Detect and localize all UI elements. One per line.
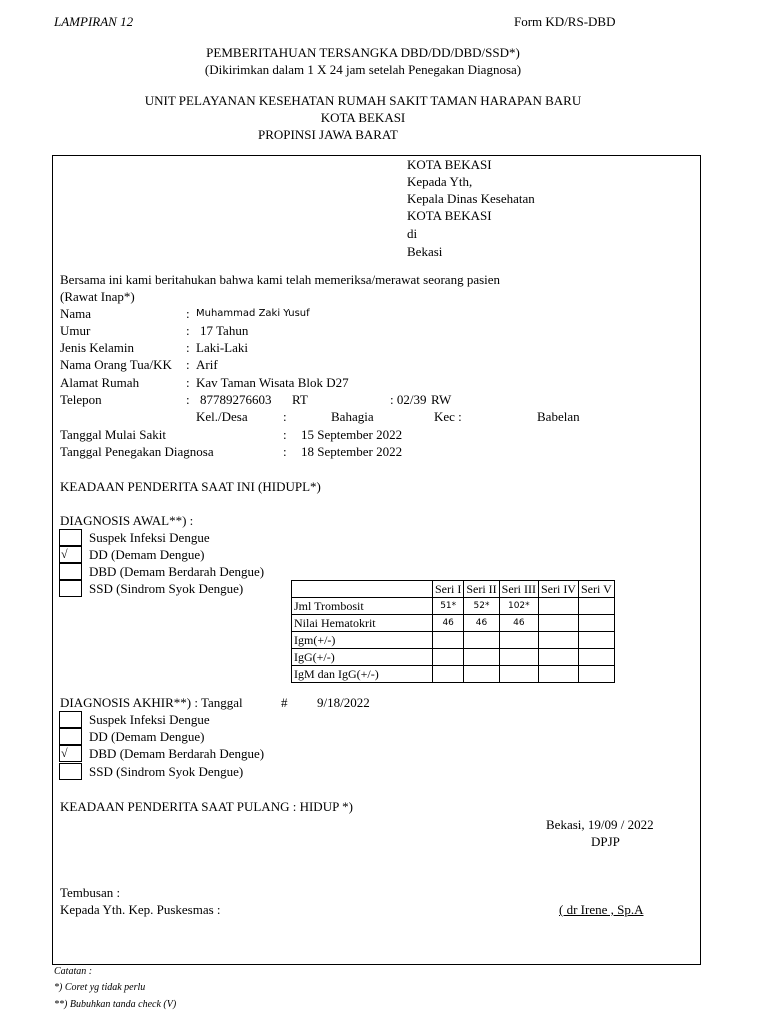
table-cell (433, 649, 464, 666)
form-subtitle: (Dikirimkan dalam 1 X 24 jam setelah Penegakan Diagnosa) (204, 62, 522, 77)
table-cell (499, 666, 538, 683)
diagnosis-akhir-hash: # (281, 695, 288, 710)
unit-name: UNIT PELAYANAN KESEHATAN RUMAH SAKIT TAMAN HARAPAN BARU (144, 93, 582, 108)
colon: : (186, 392, 190, 407)
field-label-nama: Nama (60, 306, 92, 321)
colon: : (186, 340, 190, 355)
row-label: IgM dan IgG(+/-) (292, 666, 433, 683)
checkbox-akhir-suspek[interactable] (59, 711, 82, 728)
checkbox-akhir-dbd[interactable]: √ (59, 745, 82, 762)
table-cell (578, 598, 614, 615)
unit-city: KOTA BEKASI (320, 110, 406, 125)
option-label: SSD (Sindrom Syok Dengue) (89, 764, 244, 779)
table-cell (538, 666, 578, 683)
sign-place-date: Bekasi, 19/09 / 2022 (546, 817, 654, 832)
colon: : (186, 375, 190, 390)
note-line: *) Coret yg tidak perlu (54, 982, 146, 993)
colon: : (283, 427, 287, 442)
checkbox-akhir-dd[interactable] (59, 728, 82, 745)
field-label-alamat: Alamat Rumah (60, 375, 140, 390)
field-value-kecamatan: Babelan (537, 409, 580, 424)
colon: : (186, 357, 190, 372)
diagnosis-akhir-title: DIAGNOSIS AKHIR**) : Tanggal (60, 695, 243, 710)
colon: : (283, 444, 287, 459)
diagnosis-awal-title: DIAGNOSIS AWAL**) : (60, 513, 194, 528)
field-value-jenis-kelamin: Laki-Laki (196, 340, 248, 355)
unit-province: PROPINSI JAWA BARAT (258, 127, 398, 142)
field-value-umur: 17 Tahun (200, 323, 249, 338)
field-value-rt: : 02/39 (390, 392, 427, 407)
row-label: Igm(+/-) (292, 632, 433, 649)
field-value-tanggal-penegakan: 18 September 2022 (301, 444, 403, 459)
recipient-line: Kepala Dinas Kesehatan (407, 191, 535, 206)
checkbox-awal-dd[interactable]: √ (59, 546, 82, 563)
colon: : (186, 306, 190, 321)
field-value-kelurahan: Bahagia (331, 409, 374, 424)
table-row (292, 615, 615, 632)
option-label: Suspek Infeksi Dengue (89, 530, 210, 545)
field-label-telepon: Telepon (60, 392, 102, 407)
field-label-kelurahan: Kel./Desa (196, 409, 248, 424)
field-label-jenis-kelamin: Jenis Kelamin (60, 340, 135, 355)
sign-name: ( dr Irene , Sp.A (559, 902, 644, 917)
checkbox-akhir-ssd[interactable] (59, 763, 82, 780)
table-cell (578, 632, 614, 649)
table-cell: 46 (499, 615, 538, 632)
option-label: DBD (Demam Berdarah Dengue) (89, 564, 265, 579)
table-cell (433, 632, 464, 649)
tembusan-to: Kepada Yth. Kep. Puskesmas : (60, 902, 221, 917)
row-label: Jml Trombosit (292, 598, 433, 615)
sign-role: DPJP (591, 834, 620, 849)
table-cell: 52* (464, 598, 499, 615)
table-cell (499, 649, 538, 666)
recipient-line: Kepada Yth, (407, 174, 473, 189)
option-label: DD (Demam Dengue) (89, 729, 205, 744)
intro-line: (Rawat Inap*) (60, 289, 135, 304)
table-cell (538, 598, 578, 615)
recipient-line: di (407, 226, 418, 241)
lampiran-label: LAMPIRAN 12 (54, 14, 134, 29)
field-label-tanggal-penegakan: Tanggal Penegakan Diagnosa (60, 444, 214, 459)
column-header: Seri V (578, 581, 614, 598)
table-cell (433, 666, 464, 683)
row-label: Nilai Hematokrit (292, 615, 433, 632)
table-row (292, 598, 615, 615)
keadaan-saat-pulang: KEADAAN PENDERITA SAAT PULANG : HIDUP *) (60, 799, 353, 814)
colon: : (186, 323, 190, 338)
column-header: Seri IV (538, 581, 578, 598)
colon: : (283, 409, 287, 424)
table-row (292, 666, 615, 683)
field-label-tanggal-mulai: Tanggal Mulai Sakit (60, 427, 166, 442)
note-line: **) Bubuhkan tanda check (V) (54, 999, 177, 1010)
table-cell (538, 649, 578, 666)
table-cell (578, 649, 614, 666)
intro-line: Bersama ini kami beritahukan bahwa kami telah memeriksa/merawat seorang pasien (60, 272, 501, 287)
column-header: Seri I (433, 581, 464, 598)
checkbox-awal-suspek[interactable] (59, 529, 82, 546)
field-value-nama: Muhammad Zaki Yusuf (196, 308, 310, 319)
table-row (292, 649, 615, 666)
recipient-line: KOTA BEKASI (407, 157, 492, 172)
table-row (292, 632, 615, 649)
field-value-orang-tua: Arif (196, 357, 218, 372)
table-cell (538, 615, 578, 632)
field-label-umur: Umur (60, 323, 91, 338)
tembusan-label: Tembusan : (60, 885, 121, 900)
table-cell: 46 (464, 615, 499, 632)
form-code: Form KD/RS-DBD (514, 14, 616, 29)
column-header: Seri III (499, 581, 538, 598)
checkbox-awal-dbd[interactable] (59, 563, 82, 580)
field-label-kecamatan: Kec : (434, 409, 462, 424)
option-label: Suspek Infeksi Dengue (89, 712, 210, 727)
notes-title: Catatan : (54, 966, 93, 977)
field-value-tanggal-mulai: 15 September 2022 (301, 427, 403, 442)
form-title: PEMBERITAHUAN TERSANGKA DBD/DD/DBD/SSD*) (206, 45, 520, 60)
recipient-line: KOTA BEKASI (407, 208, 492, 223)
lab-results-table (291, 580, 615, 683)
column-header: Seri II (464, 581, 499, 598)
option-label: DD (Demam Dengue) (89, 547, 205, 562)
option-label: DBD (Demam Berdarah Dengue) (89, 746, 265, 761)
recipient-line: Bekasi (407, 244, 443, 259)
field-value-telepon: 87789276603 (200, 392, 272, 407)
table-cell (578, 666, 614, 683)
diagnosis-akhir-date: 9/18/2022 (317, 695, 370, 710)
field-label-rt: RT (292, 392, 308, 407)
table-cell: 51* (433, 598, 464, 615)
field-label-rw: RW (431, 392, 452, 407)
table-cell (464, 649, 499, 666)
field-value-alamat: Kav Taman Wisata Blok D27 (196, 375, 349, 390)
table-cell: 102* (499, 598, 538, 615)
checkbox-awal-ssd[interactable] (59, 580, 82, 597)
field-label-orang-tua: Nama Orang Tua/KK (60, 357, 172, 372)
table-corner-cell (292, 581, 433, 598)
table-cell (464, 632, 499, 649)
table-header-row (292, 581, 615, 598)
row-label: IgG(+/-) (292, 649, 433, 666)
table-cell (499, 632, 538, 649)
table-cell (464, 666, 499, 683)
table-cell (538, 632, 578, 649)
table-cell (578, 615, 614, 632)
table-cell: 46 (433, 615, 464, 632)
keadaan-saat-ini: KEADAAN PENDERITA SAAT INI (HIDUPL*) (60, 479, 321, 494)
option-label: SSD (Sindrom Syok Dengue) (89, 581, 244, 596)
